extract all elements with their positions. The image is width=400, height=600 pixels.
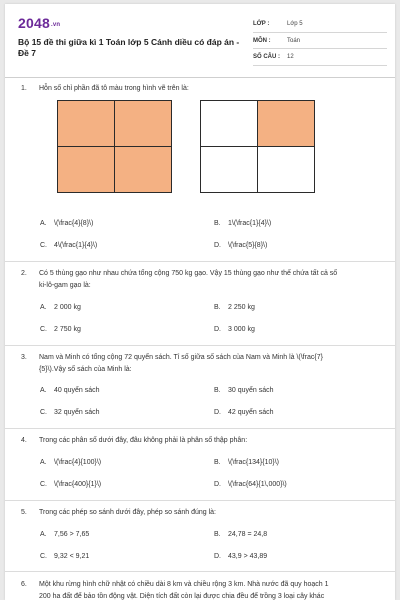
option-text: 42 quyển sách	[228, 409, 274, 416]
logo-tld: .vn	[50, 22, 61, 28]
option-text: 7,56 > 7,65	[54, 531, 90, 538]
question-number: 1.	[21, 85, 27, 92]
option-a[interactable]	[40, 304, 81, 311]
option-letter: A.	[40, 220, 47, 227]
option-b[interactable]	[214, 220, 271, 227]
option-letter: B.	[214, 531, 221, 538]
left-square-cell	[114, 146, 172, 193]
option-letter: C.	[40, 242, 47, 249]
question-text-line: Một khu rừng hình chữ nhật có chiều dài 8 km và chiều rộng 3 km. Nhà nước đã quy hoạch 1	[39, 581, 329, 588]
meta-row-count	[253, 49, 387, 66]
question-number: 3.	[21, 354, 27, 361]
option-letter: D.	[214, 481, 221, 488]
meta-info	[253, 16, 387, 66]
option-text: \(\frac{4}{8}\)	[54, 220, 94, 227]
meta-value: 12	[287, 54, 294, 60]
option-letter: A.	[40, 304, 47, 311]
right-square-cell	[257, 100, 315, 147]
divider	[5, 428, 395, 429]
option-letter: C.	[40, 409, 47, 416]
option-letter: B.	[214, 387, 221, 394]
option-letter: A.	[40, 531, 47, 538]
option-text: \(\frac{4}{100}\)	[54, 459, 102, 466]
option-b[interactable]	[214, 531, 267, 538]
option-letter: B.	[214, 304, 221, 311]
option-letter: D.	[214, 326, 221, 333]
option-c[interactable]	[40, 481, 101, 488]
option-letter: B.	[214, 459, 221, 466]
divider	[5, 500, 395, 501]
meta-row-class	[253, 16, 387, 33]
question-number: 2.	[21, 270, 27, 277]
option-d[interactable]	[214, 553, 267, 560]
option-letter: A.	[40, 459, 47, 466]
option-letter: B.	[214, 220, 221, 227]
option-text: 1\(\frac{1}{4}\)	[228, 220, 272, 227]
option-b[interactable]	[214, 387, 274, 394]
option-letter: C.	[40, 553, 47, 560]
question-text-line: 200 ha đất để bảo tồn động vật. Diện tích đất còn lại được chia đều để trồng 3 loại cây khác	[39, 592, 325, 600]
document-title: Bộ 15 đề thi giữa kì 1 Toán lớp 5 Cánh diều có đáp án - Đề 7	[18, 37, 240, 58]
option-letter: D.	[214, 242, 221, 249]
option-text: \(\frac{5}{8}\)	[228, 242, 268, 249]
option-letter: C.	[40, 481, 47, 488]
meta-label: SỐ CÂU :	[253, 54, 280, 60]
question-text-line: Có 5 thùng gạo như nhau chứa tổng cộng 750 kg gạo. Vậy 15 thùng gạo như thế chứa tất cả số	[39, 270, 338, 277]
left-square-cell	[57, 146, 115, 193]
option-letter: C.	[40, 326, 47, 333]
option-text: 43,9 > 43,89	[228, 553, 268, 560]
right-square-cell	[200, 146, 258, 193]
option-text: 9,32 < 9,21	[54, 553, 90, 560]
divider	[5, 261, 395, 262]
option-text: 2 750 kg	[54, 326, 81, 333]
option-a[interactable]	[40, 220, 93, 227]
question-text-line: Nam và Minh có tổng cộng 72 quyển sách. Tỉ số giữa số sách của Nam và Minh là \(\frac{7}	[39, 354, 323, 361]
document-header	[5, 4, 395, 78]
option-letter: A.	[40, 387, 47, 394]
meta-label: MÔN :	[253, 37, 271, 44]
option-c[interactable]	[40, 409, 100, 416]
option-text: 4\(\frac{1}{4}\)	[54, 242, 98, 249]
option-d[interactable]	[214, 481, 287, 488]
right-square-cell	[200, 100, 258, 147]
option-c[interactable]	[40, 553, 89, 560]
question-text-line: {5}\).Vậy số sách của Minh là:	[39, 365, 132, 373]
option-text: 24,78 = 24,8	[228, 531, 268, 538]
option-text: 40 quyển sách	[54, 387, 100, 394]
option-text: \(\frac{400}{1}\)	[54, 481, 102, 488]
option-a[interactable]	[40, 531, 89, 538]
right-square-cell	[257, 146, 315, 193]
document-page	[5, 4, 395, 600]
option-a[interactable]	[40, 387, 100, 394]
option-text: 2 000 kg	[54, 304, 81, 311]
question-number: 4.	[21, 437, 27, 444]
option-text: 2 250 kg	[228, 304, 255, 311]
question-number: 6.	[21, 581, 27, 588]
option-letter: D.	[214, 409, 221, 416]
meta-value: Lớp 5	[287, 21, 303, 27]
option-c[interactable]	[40, 326, 81, 333]
site-logo[interactable]	[18, 15, 60, 31]
divider	[5, 345, 395, 346]
option-b[interactable]	[214, 304, 255, 311]
question-text: Hỗn số chỉ phần đã tô màu trong hình vẽ trên là:	[39, 85, 189, 92]
question-text-line: ki-lô-gam gạo là:	[39, 281, 91, 289]
option-text: \(\frac{134}{10}\)	[228, 459, 279, 466]
question-text-line: Trong các phép so sánh dưới đây, phép so sánh đúng là:	[39, 509, 217, 516]
divider	[5, 571, 395, 572]
option-b[interactable]	[214, 459, 279, 466]
meta-value: Toán	[287, 37, 301, 44]
question-number: 5.	[21, 509, 27, 516]
left-square-cell	[114, 100, 172, 147]
option-text: 32 quyển sách	[54, 409, 100, 416]
option-text: \(\frac{64}{1\,000}\)	[228, 481, 287, 488]
option-d[interactable]	[214, 409, 274, 416]
left-square-cell	[57, 100, 115, 147]
option-letter: D.	[214, 553, 221, 560]
option-text: 3 000 kg	[228, 326, 255, 333]
question-text-line: Trong các phân số dưới đây, đâu không phải là phân số thập phân:	[39, 437, 248, 444]
option-c[interactable]	[40, 242, 97, 249]
option-a[interactable]	[40, 459, 101, 466]
logo-text: 2048	[18, 15, 50, 31]
meta-label: LỚP :	[253, 21, 270, 27]
option-d[interactable]	[214, 242, 267, 249]
option-d[interactable]	[214, 326, 255, 333]
option-text: 30 quyển sách	[228, 387, 274, 394]
meta-row-subject	[253, 33, 387, 50]
